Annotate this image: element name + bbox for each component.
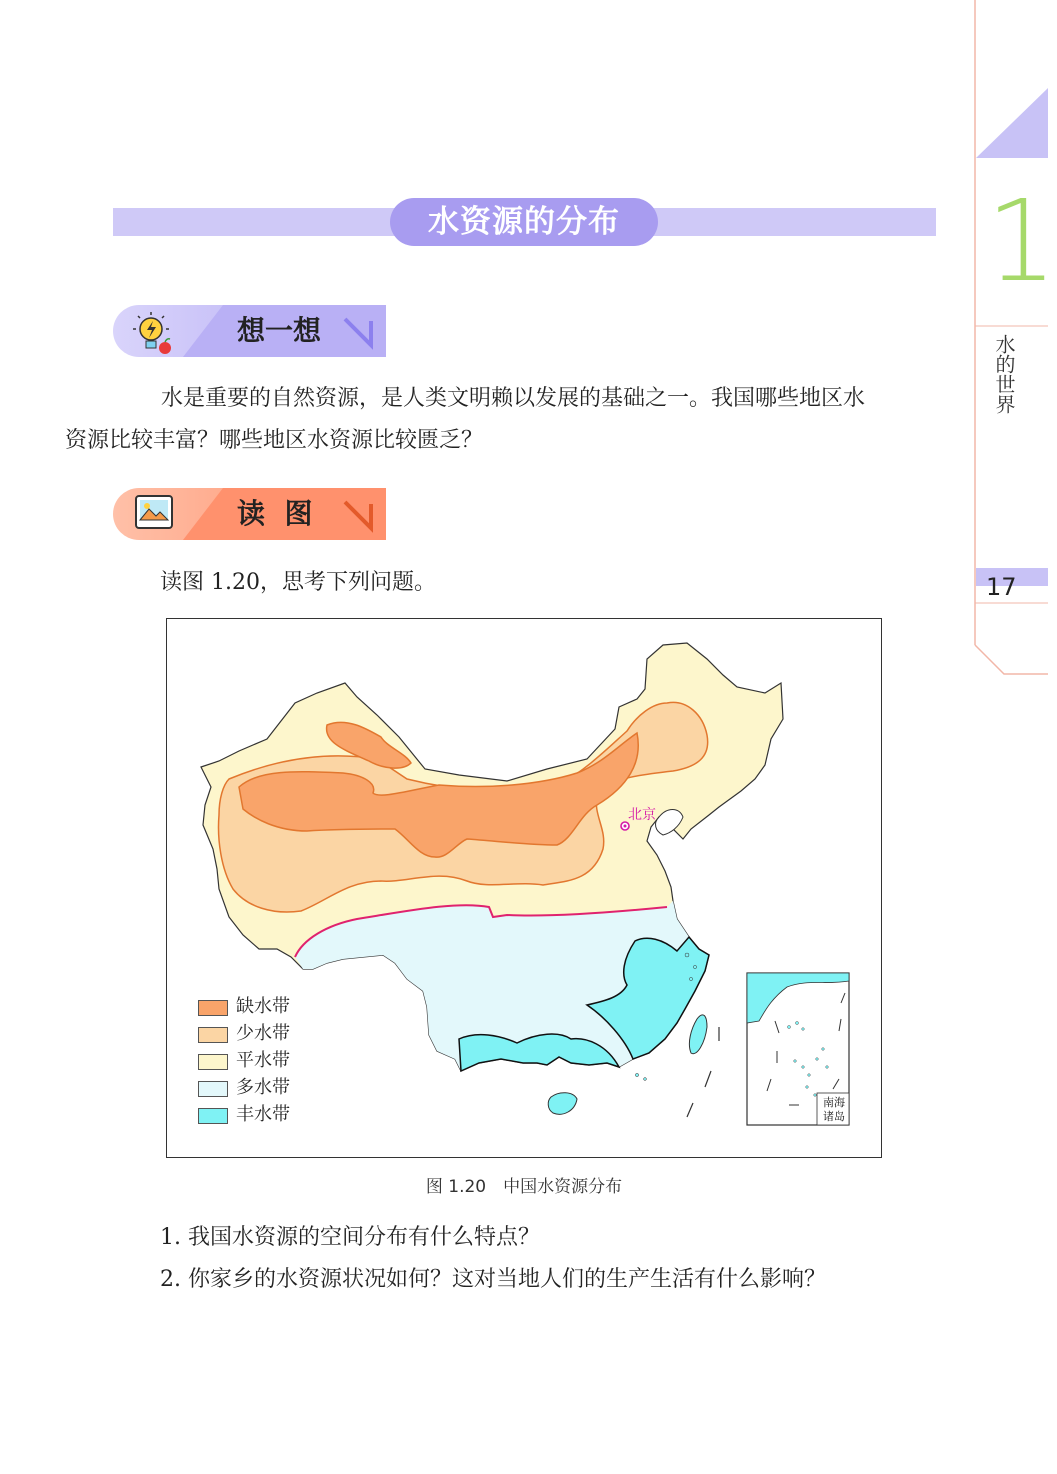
picture-icon bbox=[135, 495, 175, 531]
think-paragraph bbox=[65, 378, 943, 462]
figure-caption: 图 1.20 中国水资源分布 bbox=[425, 1177, 623, 1197]
legend-swatch bbox=[198, 1027, 228, 1043]
think-paragraph-line2: 资源比较丰富？哪些地区水资源比较匮乏？ bbox=[65, 428, 484, 453]
legend-swatch bbox=[198, 1000, 228, 1016]
legend-label: 丰水带 bbox=[236, 1104, 290, 1125]
inset-label: 南海 诸岛 bbox=[823, 1096, 845, 1123]
legend-swatch bbox=[198, 1054, 228, 1070]
read-map-badge-label: 读 图 bbox=[237, 497, 313, 530]
legend-label: 缺水带 bbox=[236, 996, 290, 1017]
page-number: 17 bbox=[986, 573, 1017, 601]
legend-swatch bbox=[198, 1108, 228, 1124]
map-hainan bbox=[548, 1093, 577, 1115]
think-paragraph-line1: 水是重要的自然资源，是人类文明赖以发展的基础之一。我国哪些地区水 bbox=[161, 386, 866, 411]
map-legend bbox=[198, 998, 318, 1138]
section-title: 水资源的分布 bbox=[390, 198, 658, 246]
beijing-label: 北京 bbox=[628, 807, 656, 823]
legend-label: 多水带 bbox=[236, 1077, 290, 1098]
lightbulb-apple-icon bbox=[131, 311, 177, 355]
chapter-title: 水的世界 bbox=[992, 334, 1016, 414]
question-1: 1. 我国水资源的空间分布有什么特点？ bbox=[160, 1225, 540, 1250]
read-map-intro: 读图 1.20，思考下列问题。 bbox=[160, 570, 436, 595]
read-map-badge bbox=[113, 488, 386, 540]
think-badge-label: 想一想 bbox=[237, 314, 322, 347]
legend-label: 平水带 bbox=[236, 1050, 290, 1071]
legend-swatch bbox=[198, 1081, 228, 1097]
legend-label: 少水带 bbox=[236, 1023, 290, 1044]
map-taiwan bbox=[689, 1015, 707, 1054]
think-badge bbox=[113, 305, 386, 357]
question-2: 2. 你家乡的水资源状况如何？这对当地人们的生产生活有什么影响？ bbox=[160, 1267, 826, 1292]
chapter-number: 1 bbox=[986, 177, 1057, 307]
